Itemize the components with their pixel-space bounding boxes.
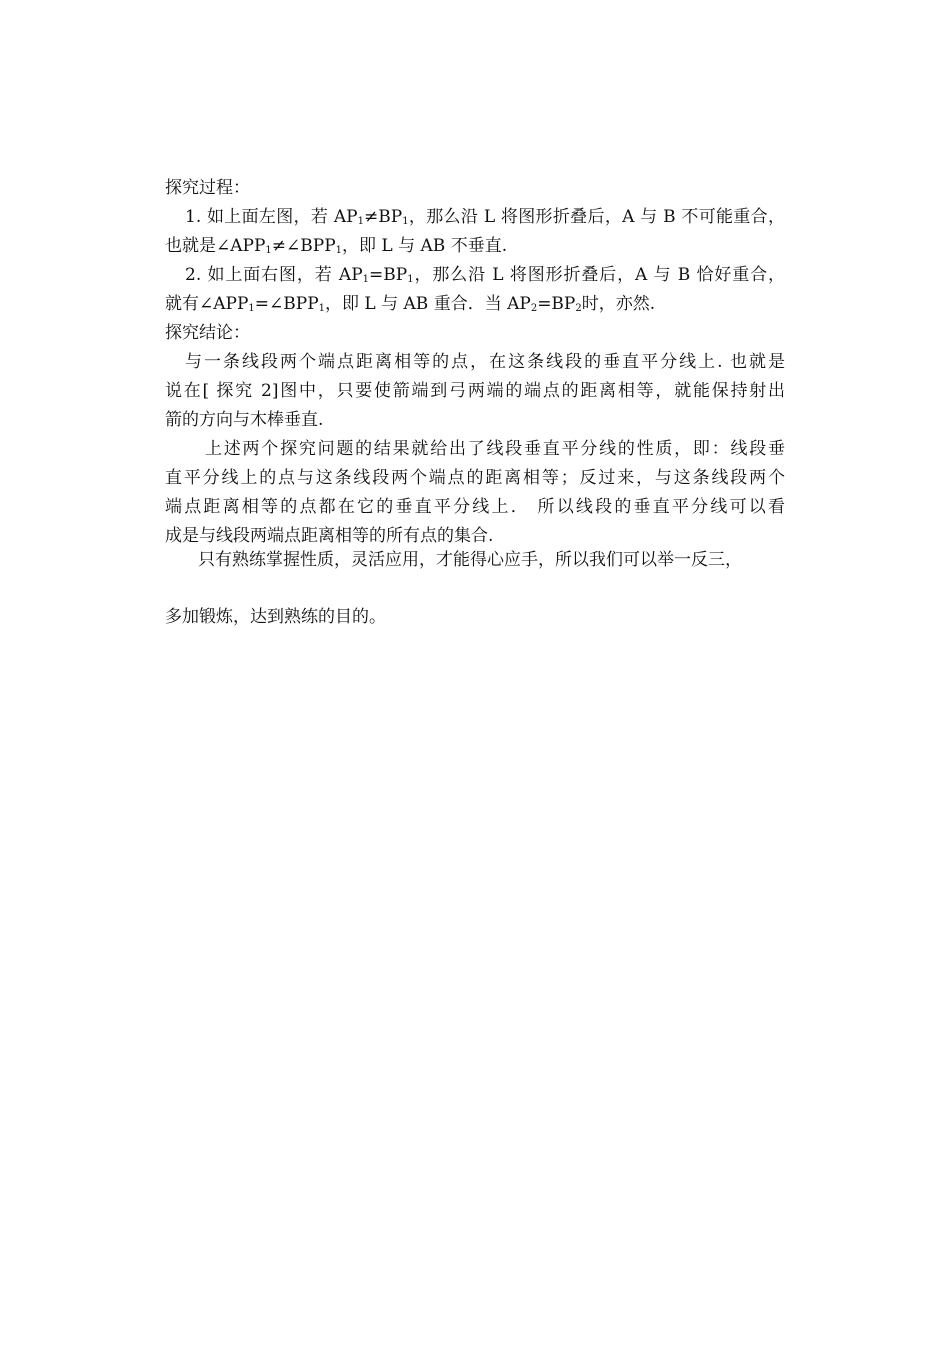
document-body: [165, 174, 785, 551]
conclusion-line2: 说在[ 探究 2]图中，只要使箭端到弓两端的端点的距离相等，就能保持射出: [165, 381, 785, 401]
item2-line2: 就有$\angle APP_1=\angle BPP_1$，即 L 与 AB 重合．当 $AP_2=BP_2$时，亦然.: [165, 294, 656, 314]
item1-line2: 也就是$\angle APP_1\ne\angle BPP_1$，即 L 与 AB 不垂直.: [165, 236, 508, 256]
heading-process: 探究过程：: [165, 178, 250, 198]
conclusion-line1: 与一条线段两个端点距离相等的点，在这条线段的垂直平分线上. 也就是: [185, 352, 785, 372]
item1-line1: 1. 如上面左图，若 $AP_1\ne BP_1$，那么沿 L 将图形折叠后，A 与 B 不可能重合，: [185, 207, 785, 227]
property-line4: 成是与线段两端点距离相等的所有点的集合.: [165, 526, 494, 546]
conclusion-line3: 箭的方向与木棒垂直.: [165, 410, 324, 430]
property-line2: 直平分线上的点与这条线段两个端点的距离相等；反过来，与这条线段两个: [165, 468, 785, 488]
item2-line1: 2. 如上面右图，若 $AP_1=BP_1$，那么沿 L 将图形折叠后，A 与 B 恰好重合，: [185, 265, 785, 285]
closing-line2: 多加锻炼，达到熟练的目的。: [165, 607, 386, 627]
heading-conclusion: 探究结论：: [165, 323, 250, 343]
property-line1: 上述两个探究问题的结果就给出了线段垂直平分线的性质，即：线段垂: [205, 439, 785, 459]
closing-line1: 只有熟练掌握性质，灵活应用，才能得心应手，所以我们可以举一反三，: [198, 550, 742, 570]
property-line3: 端点距离相等的点都在它的垂直平分线上． 所以线段的垂直平分线可以看: [165, 497, 785, 517]
